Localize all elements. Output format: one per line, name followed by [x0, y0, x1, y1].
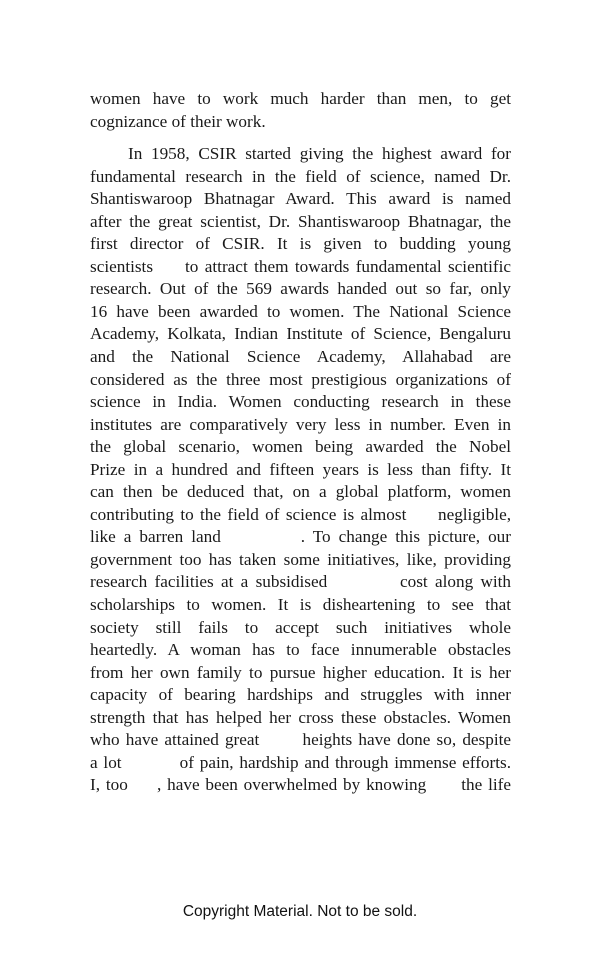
- text-line: Prize in a hundred and fifteen years is less than fifty. It: [90, 459, 511, 479]
- text-line: I, too , have been overwhelmed by knowing the life: [90, 775, 511, 795]
- text-line: Shantiswaroop Bhatnagar Award. This award is named: [90, 189, 511, 209]
- text-line: contributing to the field of science is almost negligible,: [90, 504, 511, 524]
- paragraph-2: [90, 143, 511, 797]
- text-line: heartedly. A woman has to face innumerable obstacles: [90, 640, 511, 660]
- text-line: government too has taken some initiatives, like, providing: [90, 549, 511, 569]
- text-line: like a barren land . To change this picture, our: [90, 527, 511, 547]
- copyright-notice: Copyright Material. Not to be sold.: [182, 903, 418, 920]
- text-line: In 1958, CSIR started giving the highest award for: [128, 144, 511, 164]
- text-line: after the great scientist, Dr. Shantiswaroop Bhatnagar, the: [90, 211, 511, 231]
- text-line: strength that has helped her cross these obstacles. Women: [90, 707, 511, 727]
- text-line: women have to work much harder than men, to get: [90, 89, 511, 108]
- text-line: the global scenario, women being awarded the Nobel: [90, 437, 511, 457]
- text-line: who have attained great heights have done so, despite: [90, 730, 511, 750]
- text-line: science in India. Women conducting research in these: [90, 392, 511, 412]
- text-line: fundamental research in the field of science, named Dr.: [90, 166, 511, 186]
- text-line: society still fails to accept such initiatives whole: [90, 617, 511, 637]
- text-line: first director of CSIR. It is given to budding young: [90, 234, 511, 254]
- text-line: capacity of bearing hardships and struggles with inner: [90, 685, 511, 705]
- text-line: from her own family to pursue higher education. It is her: [90, 662, 511, 682]
- text-line: Academy, Kolkata, Indian Institute of Science, Bengaluru: [90, 324, 511, 344]
- page-body-text: [90, 88, 511, 797]
- text-line: scholarships to women. It is disheartening to see that: [90, 595, 511, 615]
- text-line: institutes are comparatively very less in number. Even in: [90, 414, 511, 434]
- text-line: cognizance of their work.: [90, 111, 266, 131]
- text-line: research. Out of the 569 awards handed out so far, only: [90, 279, 511, 299]
- text-line: 16 have been awarded to women. The National Science: [90, 301, 511, 321]
- text-line: and the National Science Academy, Allahabad are: [90, 347, 511, 367]
- text-line: research facilities at a subsidised cost along with: [90, 572, 511, 592]
- text-line: can then be deduced that, on a global platform, women: [90, 482, 511, 502]
- paragraph-1: [90, 88, 511, 133]
- text-line: scientists to attract them towards fundamental scientific: [90, 256, 511, 276]
- text-line: considered as the three most prestigious organizations of: [90, 369, 511, 389]
- text-line: a lot of pain, hardship and through immense efforts.: [90, 752, 511, 772]
